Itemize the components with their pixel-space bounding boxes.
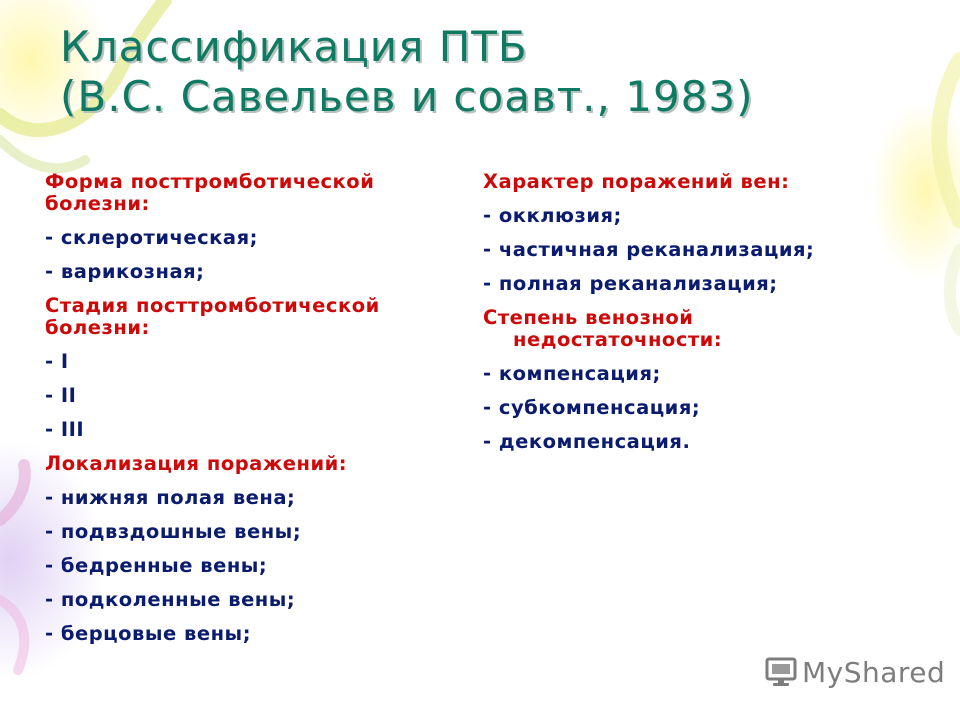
localization-item: - подколенные вены; bbox=[45, 588, 296, 611]
stage-item: - III bbox=[45, 418, 85, 441]
localization-item: - нижняя полая вена; bbox=[45, 486, 296, 509]
degree-heading-line-2: недостаточности: bbox=[513, 328, 723, 351]
slide-title bbox=[60, 22, 754, 122]
degree-heading-line-1: Степень венозной bbox=[483, 306, 694, 329]
monitor-icon bbox=[764, 656, 798, 688]
title-line-1: Классификация ПТБ bbox=[60, 22, 528, 71]
character-item: - полная реканализация; bbox=[483, 272, 778, 295]
degree-item: - компенсация; bbox=[483, 362, 661, 385]
stage-heading: Стадия посттромботической болезни: bbox=[45, 294, 380, 339]
title-line-2: (В.С. Савельев и соавт., 1983) bbox=[60, 72, 754, 121]
localization-item: - подвздошные вены; bbox=[45, 520, 302, 543]
character-item: - окклюзия; bbox=[483, 204, 622, 227]
form-item: - варикозная; bbox=[45, 260, 205, 283]
degree-item: - субкомпенсация; bbox=[483, 396, 701, 419]
character-item: - частичная реканализация; bbox=[483, 238, 815, 261]
myshared-watermark bbox=[764, 652, 945, 692]
left-column bbox=[45, 171, 465, 657]
localization-item: - берцовые вены; bbox=[45, 622, 251, 645]
form-item: - склеротическая; bbox=[45, 226, 258, 249]
character-heading: Характер поражений вен: bbox=[483, 170, 790, 193]
form-heading: Форма посттромботической болезни: bbox=[45, 170, 375, 215]
localization-item: - бедренные вены; bbox=[45, 554, 268, 577]
right-column bbox=[483, 171, 943, 465]
localization-heading: Локализация поражений: bbox=[45, 452, 348, 475]
degree-item: - декомпенсация. bbox=[483, 430, 691, 453]
logo-text: MyShared bbox=[802, 655, 946, 689]
stage-item: - I bbox=[45, 350, 69, 373]
stage-item: - II bbox=[45, 384, 77, 407]
